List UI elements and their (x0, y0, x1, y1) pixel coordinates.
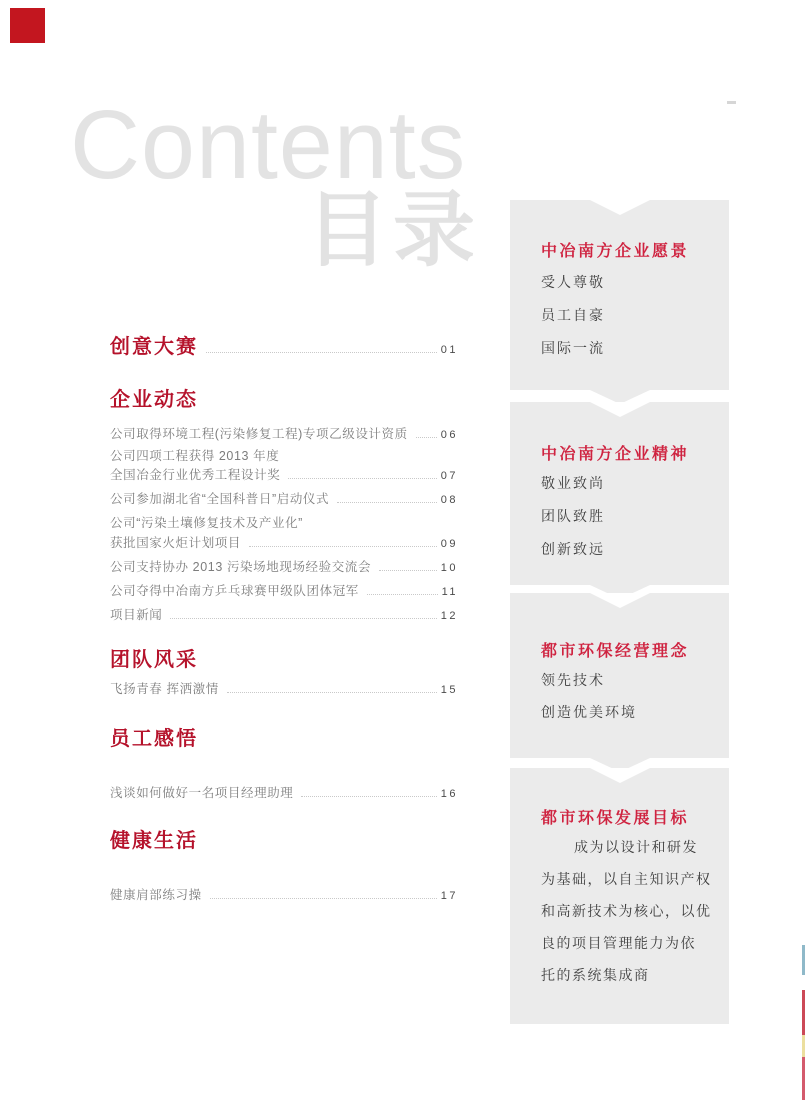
print-mark-corner-square (10, 8, 45, 43)
toc-item-label: 浅谈如何做好一名项目经理助理 (110, 786, 294, 800)
sidebar-paragraph-line: 良的项目管理能力为依 (541, 935, 696, 951)
leader-dots (210, 898, 437, 899)
toc-item (110, 682, 458, 698)
leader-dots (206, 352, 437, 353)
page-number: 08 (440, 494, 458, 506)
sidebar-box-vision (510, 200, 729, 390)
toc-item-label: 全国冶金行业优秀工程设计奖 (110, 468, 281, 482)
toc-item-label: 获批国家火炬计划项目 (110, 536, 242, 550)
toc-item-line: 公司四项工程获得 2013 年度 (110, 449, 280, 463)
toc-item-line: 公司“污染土壤修复技术及产业化” (110, 516, 303, 530)
sidebar-box-goal (510, 768, 729, 1024)
contents-title-zh: 目录 (306, 185, 481, 276)
page-number: 15 (440, 684, 458, 696)
sidebar-box-item: 创新致远 (541, 541, 605, 557)
toc-item-label: 飞扬青春 挥洒激情 (110, 682, 219, 696)
leader-dots (227, 692, 437, 693)
page-number: 01 (440, 344, 458, 356)
page-number: 09 (440, 538, 458, 550)
leader-dots (337, 502, 437, 503)
toc-item (110, 786, 458, 802)
page-number: 16 (440, 788, 458, 800)
sidebar-box-title: 都市环保经营理念 (541, 643, 690, 660)
sidebar-paragraph-line: 和高新技术为核心，以优 (541, 903, 712, 919)
leader-dots (249, 546, 437, 547)
leader-dots (416, 437, 437, 438)
toc-item (110, 560, 458, 576)
toc-item (110, 492, 458, 508)
page-number: 07 (440, 470, 458, 482)
toc-item (110, 584, 458, 600)
sidebar-paragraph-line: 为基础，以自主知识产权 (541, 871, 712, 887)
page-number: 12 (440, 610, 458, 622)
page-number: 17 (440, 890, 458, 902)
page-number: 06 (440, 429, 458, 441)
toc-section-title: 创意大赛 (110, 336, 198, 358)
chevron-down-icon (590, 768, 650, 783)
leader-dots (367, 594, 438, 595)
registration-dash (727, 101, 736, 104)
leader-dots (170, 618, 436, 619)
toc-item-label: 公司夺得中冶南方乒乓球赛甲级队团体冠军 (110, 584, 359, 598)
sidebar-box-item: 团队致胜 (541, 508, 605, 524)
toc-item (110, 468, 458, 484)
toc-item-label: 公司支持协办 2013 污染场地现场经验交流会 (110, 560, 372, 574)
chevron-down-icon (590, 402, 650, 417)
toc-item (110, 608, 458, 624)
leader-dots (379, 570, 437, 571)
sidebar-box-title: 中冶南方企业愿景 (541, 243, 690, 260)
toc-item (110, 888, 458, 904)
page-number: 11 (441, 586, 458, 598)
toc-item-label: 项目新闻 (110, 608, 163, 622)
sidebar-box-item: 受人尊敬 (541, 274, 605, 290)
toc-section-header-row (110, 330, 458, 359)
sidebar-paragraph-line: 成为以设计和研发 (574, 839, 698, 855)
page-number: 10 (440, 562, 458, 574)
sidebar-box-item: 国际一流 (541, 340, 605, 356)
sidebar-box-item: 敬业致尚 (541, 475, 605, 491)
toc-section-title: 员工感悟 (110, 728, 198, 750)
sidebar-paragraph-line: 托的系统集成商 (541, 967, 650, 983)
toc-item-label: 健康肩部练习操 (110, 888, 202, 902)
chevron-down-icon (590, 200, 650, 215)
sidebar-box-title: 中冶南方企业精神 (541, 446, 690, 463)
contents-title-en: Contents (70, 90, 467, 199)
leader-dots (301, 796, 436, 797)
sidebar-box-title: 都市环保发展目标 (541, 810, 690, 827)
toc-section-title: 健康生活 (110, 830, 198, 852)
sidebar-box-item: 创造优美环境 (541, 704, 637, 720)
sidebar-box-philosophy (510, 593, 729, 758)
leader-dots (288, 478, 436, 479)
chevron-down-icon (590, 593, 650, 608)
toc-item (110, 427, 458, 443)
toc-item (110, 536, 458, 552)
sidebar-box-spirit (510, 402, 729, 585)
toc-section-title: 团队风采 (110, 649, 198, 671)
toc-item-label: 公司参加湖北省“全国科普日”启动仪式 (110, 492, 330, 506)
toc-item-label: 公司取得环境工程(污染修复工程)专项乙级设计资质 (110, 427, 408, 441)
toc-section-title: 企业动态 (110, 389, 198, 411)
sidebar-box-item: 员工自豪 (541, 307, 605, 323)
sidebar-box-item: 领先技术 (541, 672, 605, 688)
